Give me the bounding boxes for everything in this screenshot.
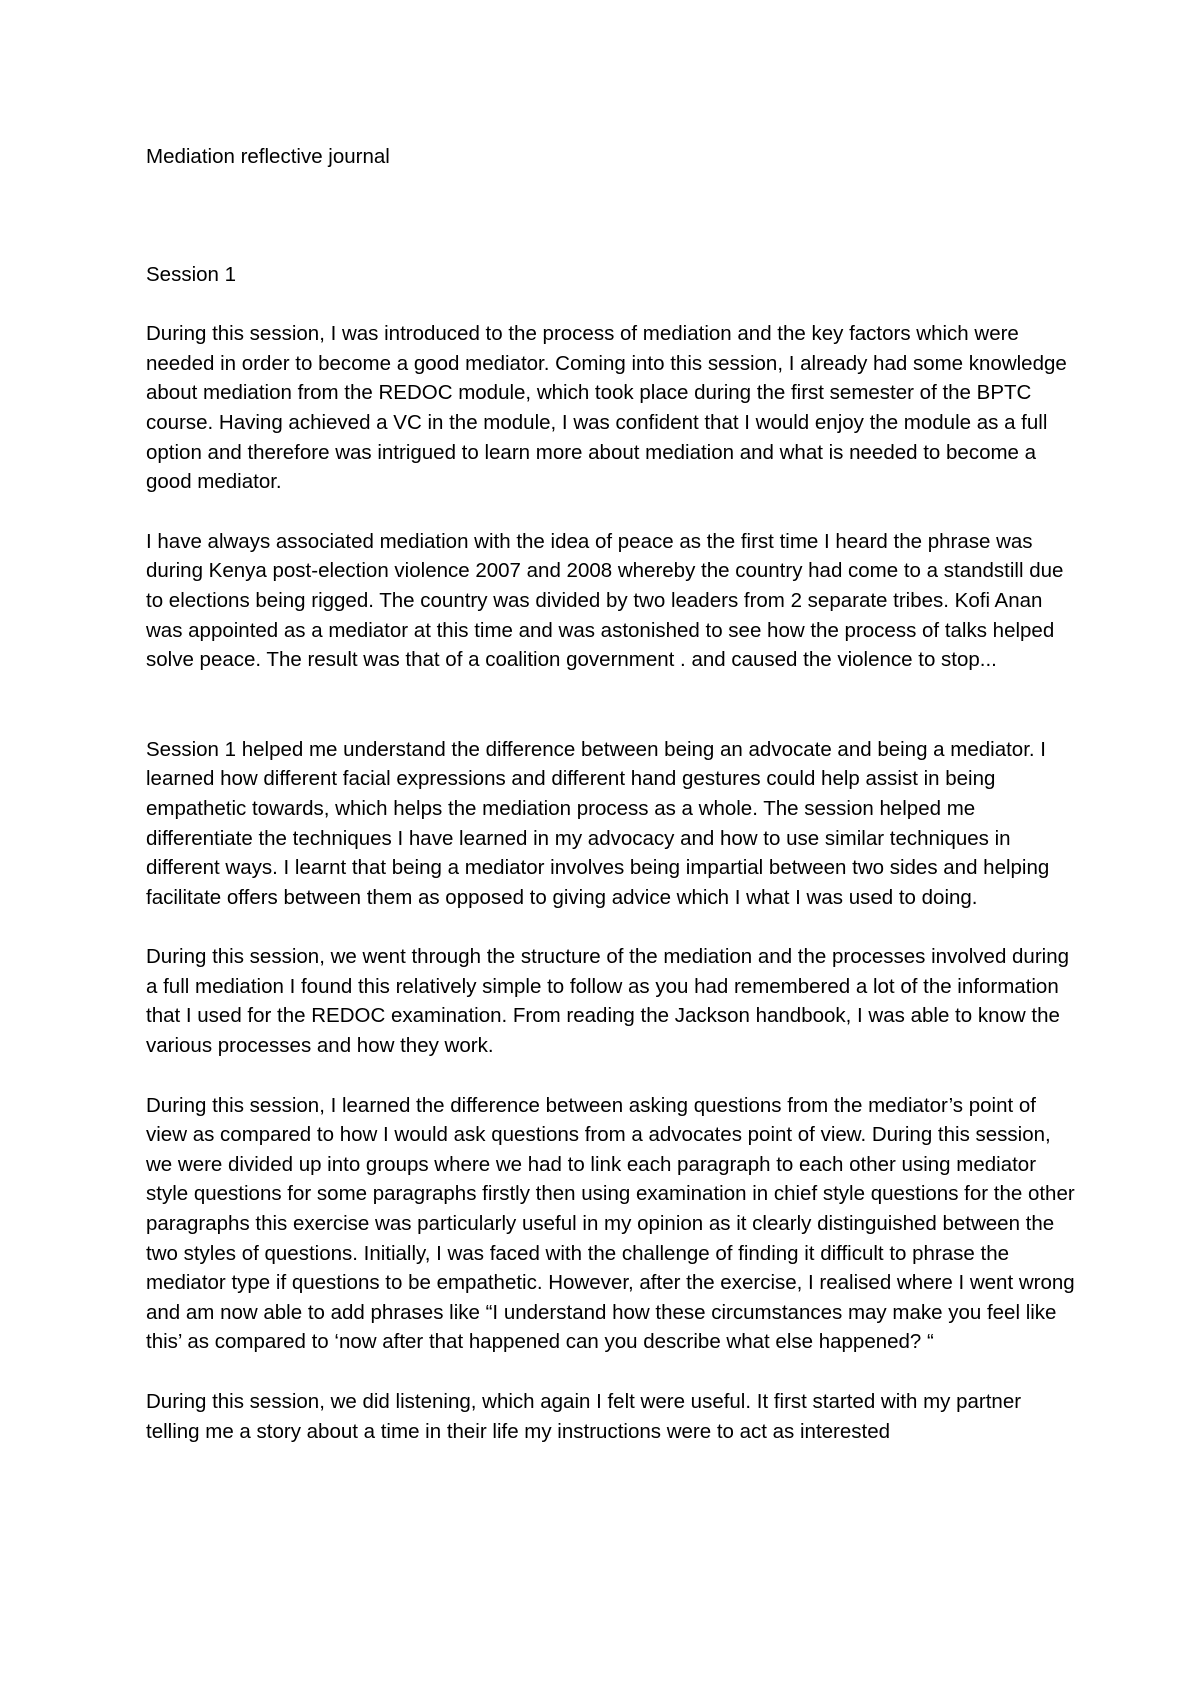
paragraph-advocate-vs-mediator: Session 1 helped me understand the difference between being an advocate and being a mediator. I learned how different facial expressions and different hand gestures could help assist in being empathetic towards, which helps the mediation process as a whole. The session helped me differentiate the techniques I have learned in my advocacy and how to use similar techniques in different ways. I learnt that being a mediator involves being impartial between two sides and helping facilitate offers between them as opposed to giving advice which I what I was used to doing. [146, 737, 1050, 909]
session-heading: Session 1 [146, 262, 237, 286]
paragraph-listening-exercise: During this session, we did listening, which again I felt were useful. It first started with my partner telling me a story about a time in their life my instructions were to act as interested [146, 1390, 1022, 1443]
paragraph-introduction: During this session, I was introduced to the process of mediation and the key factors which were needed in order to become a good mediator. Coming into this session, I already had some knowledge about mediation from the REDOC module, which took place during the first semester of the BPTC course. Having achieved a VC in the module, I was confident that I would enjoy the module as a full option and therefore was intrigued to learn more about mediation and what is needed to become a good mediator. [146, 322, 1067, 494]
paragraph-questioning-styles: During this session, I learned the difference between asking questions from the mediator’s point of view as compared to how I would ask questions from a advocates point of view. During this session, we were divided up into groups where we had to link each paragraph to each other using mediator style questions for some paragraphs firstly then using examination in chief style questions for the other paragraphs this exercise was particularly useful in my opinion as it clearly distinguished between the two styles of questions. Initially, I was faced with the challenge of finding it difficult to phrase the mediator type if questions to be empathetic. However, after the exercise, I realised where I went wrong and am now able to add phrases like “I understand how these circumstances may make you feel like this’ as compared to ‘now after that happened can you describe what else happened? “ [146, 1093, 1075, 1354]
paragraph-kenya-mediation: I have always associated mediation with the idea of peace as the first time I heard the phrase was during Kenya post-election violence 2007 and 2008 whereby the country had come to a standstill due to elections being rigged. The country was divided by two leaders from 2 separate tribes. Kofi Anan was appointed as a mediator at this time and was astonished to see how the process of talks helped solve peace. The result was that of a coalition government . and caused the violence to stop... [146, 529, 1064, 672]
document-page [146, 142, 1076, 1446]
paragraph-mediation-structure: During this session, we went through the structure of the mediation and the processes involved during a full mediation I found this relatively simple to follow as you had remembered a lot of the information that I used for the REDOC examination. From reading the Jackson handbook, I was able to know the various processes and how they work. [146, 945, 1070, 1058]
document-title: Mediation reflective journal [146, 145, 390, 168]
